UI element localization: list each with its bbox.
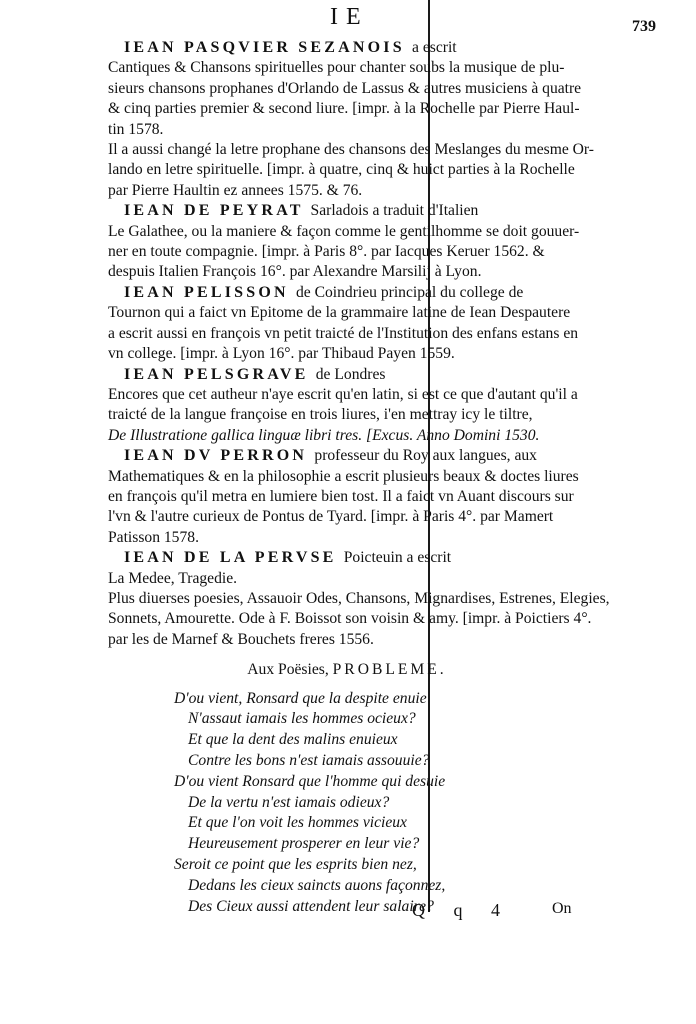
running-head: IE [330,4,369,30]
poem-heading: PROBLEME. [332,661,447,679]
author-name: IEAN DE PEYRAT [124,202,304,220]
poem-line: D'ou vient Ronsard que l'homme qui desuie [174,772,446,790]
poem-line: Des Cieux aussi attendent leur salaire? [188,897,434,915]
heading-remainder: de Londres [315,365,386,383]
text-line: tin 1578. [108,120,164,138]
entry-heading [108,38,586,58]
author-name: IEAN PELSGRAVE [124,365,309,383]
poem-line: Seroit ce point que les esprits bien nez, [174,855,417,873]
text-line: ner en toute compagnie. [impr. à Paris 8°. par Iacques Keruer 1562. & [108,243,545,261]
heading-remainder: professeur du Roy aux langues, aux [314,447,537,465]
author-name: IEAN PELISSON [124,283,289,301]
author-name: IEAN DE LA PERVSE [124,549,337,567]
text-line: Tournon qui a faict vn Epitome de la grammaire latine de Iean Despautere [108,304,571,322]
text-line: par Pierre Haultin ez annees 1575. & 76. [108,181,363,199]
text-line: Le Galathee, ou la maniere & façon comme le gentilhomme se doit gouuer- [108,222,580,240]
text-line: sieurs chansons prophanes d'Orlando de Lassus & autres musiciens à quatre [108,79,582,97]
poem-line: Contre les bons n'est iamais assouuie? [188,751,430,769]
entry-heading [108,365,586,385]
book-title-line: De Illustratione gallica linguæ libri tres. [Excus. Anno Domini 1530. [108,426,540,444]
text-line: Mathematiques & en la philosophie a escrit plusieurs beaux & doctes liures [108,467,579,485]
entry-jean-pasquier [108,38,594,201]
author-name: IEAN PASQVIER SEZANOIS [124,39,405,56]
catchword: On [552,900,572,917]
heading-remainder: a escrit [412,39,457,56]
text-line: Plus diuerses poesies, Assauoir Odes, Chansons, Mignardises, Estrenes, Elegies, [108,589,610,607]
entry-heading [108,201,586,221]
author-name: IEAN DV PERRON [124,447,308,465]
poem-title [108,660,586,680]
text-line: par les de Marnef & Bouchets freres 1556. [108,630,374,648]
page-header [0,4,696,34]
page-body [108,38,610,917]
entry-heading [108,446,586,466]
text-line: vn college. [impr. à Lyon 16°. par Thibaud Payen 1559. [108,345,455,363]
heading-remainder: Poicteuin a escrit [343,549,452,567]
poem-line: Dedans les cieux saincts auons façonnez, [188,876,446,894]
signature-mark: Q q 4 [412,900,512,920]
poem-line: D'ou vient, Ronsard que la despite enuie [174,689,427,707]
text-line: lando en letre spirituelle. [impr. à quatre, cinq & huict parties à la Rochelle [108,161,575,179]
text-line: l'vn & l'autre curieux de Pontus de Tyard. [impr. à Paris 4°. par Mamert [108,508,554,526]
entry-jean-de-peyrat [108,201,586,283]
entry-heading [108,548,586,568]
page-number: 739 [632,18,656,35]
entry-jean-du-perron [108,446,586,548]
heading-remainder: Sarladois a traduit d'Italien [310,202,479,220]
entry-heading [108,283,586,303]
text-line: & cinq parties premier & second liure. [impr. à la Rochelle par Pierre Haul- [108,100,580,118]
text-line: Il a aussi changé la letre prophane des chansons des Meslanges du mesme Or- [108,141,594,159]
text-line: Sonnets, Amourette. Ode à F. Boissot son voisin & amy. [impr. à Poictiers 4°. [108,610,592,628]
text-line: traicté de la langue françoise en trois liures, i'en mettray icy le tiltre, [108,406,533,424]
poem-sonnet [108,689,586,918]
entry-jean-pelisson [108,283,586,365]
text-line: Encores que cet autheur n'aye escrit qu'en latin, si est ce que d'autant qu'il a [108,385,578,403]
poem-dedication: Aux Poësies, [247,661,329,679]
page-footer [0,900,696,924]
text-line: Patisson 1578. [108,528,199,546]
text-line: despuis Italien François 16°. par Alexandre Marsilij à Lyon. [108,263,482,281]
entry-jean-pelsgrave [108,365,586,447]
text-line: La Medee, Tragedie. [108,569,238,587]
text-line: a escrit aussi en françois vn petit traicté de l'Institution des enfans estans en [108,324,579,342]
poem-line: De la vertu n'est iamais odieux? [188,793,390,811]
poem-line: Et que l'on voit les hommes vicieux [188,814,407,832]
text-line: Cantiques & Chansons spirituelles pour chanter soubs la musique de plu- [108,59,565,77]
poem-line: Et que la dent des malins enuieux [188,731,398,749]
entry-jean-de-la-peruse [108,548,610,650]
poem-line: N'assaut iamais les hommes ocieux? [188,710,416,728]
text-line: en françois qu'il metra en lumiere bien tost. Il a faict vn Auant discours sur [108,487,574,505]
heading-remainder: de Coindrieu principal du college de [295,283,524,301]
poem-line: Heureusement prosperer en leur vie? [188,835,420,853]
